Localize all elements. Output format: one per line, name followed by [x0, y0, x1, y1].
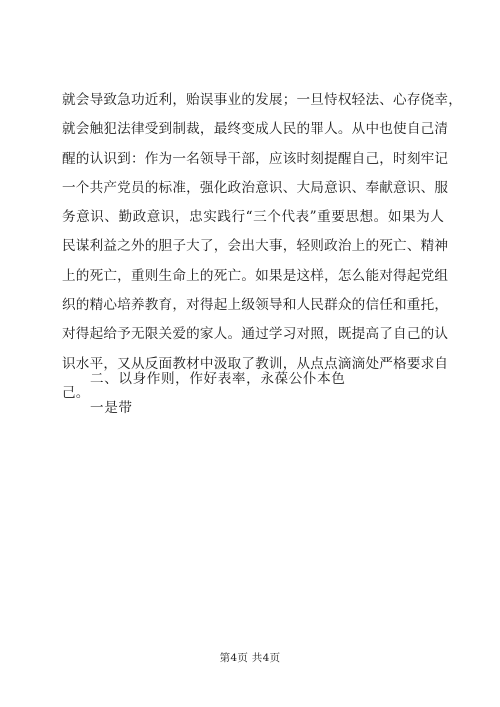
paragraph-line: 一个共产党员的标准，强化政治意识、大局意识、奉献意识、服 — [62, 179, 449, 196]
paragraph-line: 己。 — [62, 384, 90, 401]
paragraph-line: 就会导致急功近利，贻误事业的发展；一旦恃权轻法、心存侥幸， — [62, 92, 463, 108]
paragraph-line: 识水平，又从反面教材中汲取了教训，从点点滴滴处严格要求自 — [62, 355, 449, 372]
paragraph-line: 醒的认识到：作为一名领导干部，应该时刻提醒自己，时刻牢记 — [62, 150, 449, 167]
paragraph-line: 上的死亡，重则生命上的死亡。如果是这样，怎么能对得起党组 — [62, 267, 449, 284]
paragraph-line: 民谋利益之外的胆子大了，会出大事，轻则政治上的死亡、精神 — [62, 238, 449, 255]
paragraph-line: 织的精心培养教育，对得起上级领导和人民群众的信任和重托， — [62, 297, 449, 314]
section-first-line: 一是带 — [90, 400, 133, 416]
page-footer: 第4页 共4页 — [219, 652, 281, 664]
paragraph-line: 务意识、勤政意识，忠实践行“三个代表”重要思想。如果为人 — [62, 209, 444, 226]
paragraph-line: 就会触犯法律受到制裁，最终变成人民的罪人。从中也使自己清 — [62, 121, 449, 138]
section-heading: 二、以身作则，作好表率，永葆公仆本色 — [90, 371, 346, 387]
paragraph-line: 对得起给予无限关爱的家人。通过学习对照，既提高了自己的认 — [62, 326, 449, 343]
body-paragraph — [62, 86, 463, 408]
